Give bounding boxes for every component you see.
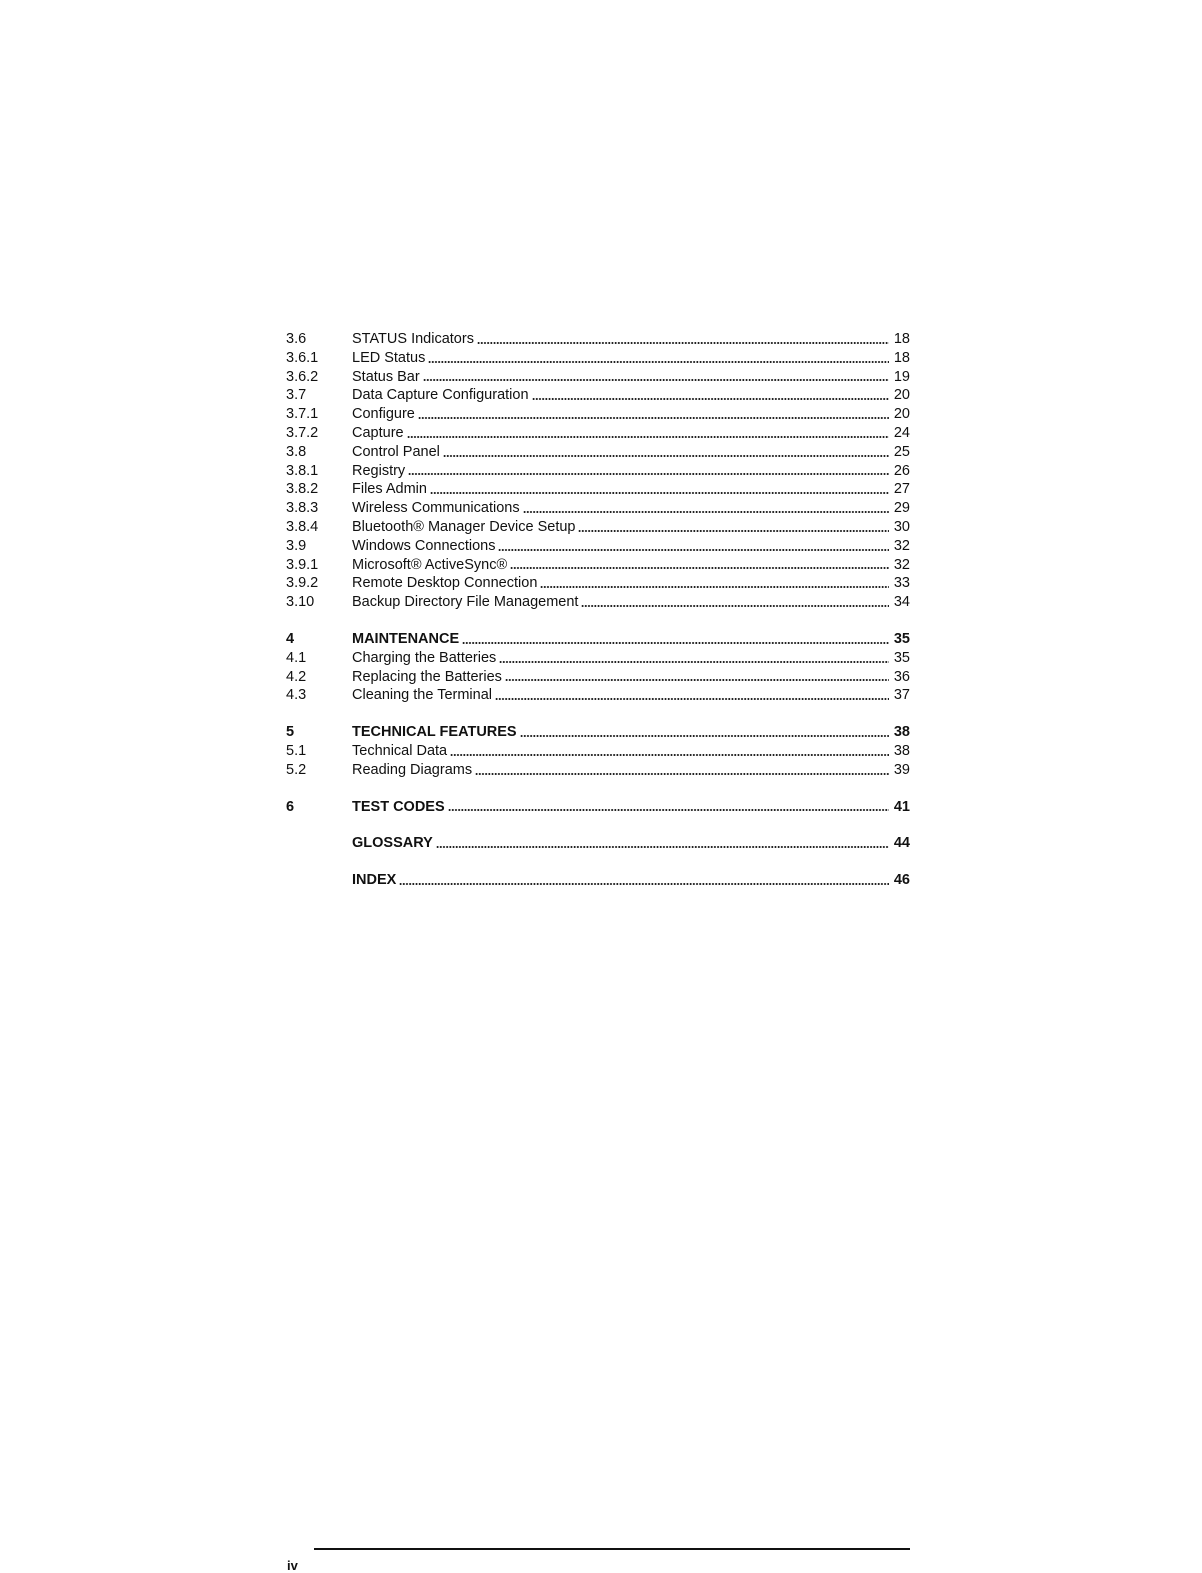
toc-section-number: 3.6 [286,331,307,347]
toc-entry[interactable] [286,480,910,499]
toc-page-number: 37 [893,687,910,704]
dot-leader [450,753,889,757]
footer-page-number: iv [287,1558,298,1573]
toc-entry[interactable] [286,871,910,890]
toc-entry[interactable] [286,761,910,780]
dot-leader [408,472,889,476]
dot-leader [428,360,889,364]
dot-leader [520,734,889,738]
toc-section-number: 3.7 [286,387,307,404]
toc-page-number: 41 [893,798,910,815]
toc-section-number: 3.8 [286,443,307,460]
toc-page-number: 27 [893,481,910,498]
toc-title: STATUS Indicators [352,331,474,347]
toc-title: LED Status [352,349,426,366]
toc-entry[interactable] [286,686,910,705]
dot-leader [436,845,889,849]
dot-leader [418,416,889,420]
toc-entry[interactable] [286,405,910,424]
toc-page-number: 44 [893,835,910,852]
dot-leader [423,378,889,382]
toc-section-number: 3.9 [286,537,307,554]
dot-leader [407,435,889,439]
dot-leader [475,772,889,776]
toc-title: Registry [352,462,406,479]
toc-page-number: 20 [893,387,910,404]
toc-section-number: 5.1 [286,742,307,759]
toc-entry[interactable] [286,443,910,462]
toc-page-number: 35 [893,649,910,666]
footer-rule [314,1548,910,1550]
toc-page-number: 25 [893,443,910,460]
toc-entry[interactable] [286,424,910,443]
dot-leader [399,882,889,886]
toc-entry[interactable] [286,742,910,761]
toc-title: Microsoft® ActiveSync® [352,556,508,573]
toc-title: Replacing the Batteries [352,668,502,685]
toc-page-number: 30 [893,518,910,535]
toc-page-number: 24 [893,424,910,441]
toc-entry[interactable] [286,630,910,649]
toc-section-number: 3.8.4 [286,518,319,535]
toc-entry[interactable] [286,518,910,537]
toc-title: GLOSSARY [352,835,433,852]
toc-entry[interactable] [286,386,910,405]
toc-section-number: 3.6.2 [286,368,319,385]
toc-section-number: 4 [286,630,295,647]
dot-leader [505,678,889,682]
toc-entry[interactable] [286,330,910,349]
toc-page-number: 18 [893,349,910,366]
toc-page-number: 35 [893,630,910,647]
toc-title: Capture [352,424,404,441]
dot-leader [430,491,889,495]
toc-page-number: 34 [893,594,910,611]
toc-entry[interactable] [286,668,910,687]
toc-title: Technical Data [352,742,448,759]
toc-section-number: 6 [286,798,295,815]
toc-page-number: 39 [893,761,910,778]
toc-section-number: 3.10 [286,594,315,611]
toc-title: Files Admin [352,481,427,498]
dot-leader [443,454,889,458]
toc-title: Reading Diagrams [352,761,473,778]
toc-entry[interactable] [286,499,910,518]
toc-section-number: 3.8.2 [286,481,319,498]
toc-section-number: 3.8.3 [286,500,319,517]
toc-entry[interactable] [286,368,910,387]
toc-page-number: 38 [893,724,910,741]
toc-page-number: 19 [893,368,910,385]
toc-title: INDEX [352,872,397,889]
toc-title: Cleaning the Terminal [352,687,492,704]
dot-leader [495,697,889,701]
toc-page-number: 32 [893,556,910,573]
dot-leader [523,510,889,514]
table-of-contents [286,330,910,890]
dot-leader [578,529,889,533]
toc-page-number: 32 [893,537,910,554]
dot-leader [499,660,889,664]
toc-page-number: 33 [893,575,910,592]
toc-entry[interactable] [286,537,910,556]
dot-leader [462,641,889,645]
toc-section-number: 4.1 [286,649,307,666]
toc-page-number: 38 [893,742,910,759]
dot-leader [510,566,889,570]
toc-section-number: 3.8.1 [286,462,319,479]
toc-entry[interactable] [286,593,910,612]
toc-section-number: 3.7.2 [286,424,319,441]
toc-section-number: 3.9.1 [286,556,319,573]
toc-title: Backup Directory File Management [352,594,579,611]
toc-section-number: 4.2 [286,668,307,685]
toc-page-number: 29 [893,500,910,517]
dot-leader [477,341,889,345]
toc-entry[interactable] [286,723,910,742]
dot-leader [532,397,889,401]
toc-title: Status Bar [352,368,420,385]
toc-entry[interactable] [286,834,910,853]
dot-leader [448,808,889,812]
dot-leader [498,548,889,552]
toc-entry[interactable] [286,556,910,575]
toc-entry[interactable] [286,349,910,368]
toc-title: Windows Connections [352,537,496,554]
toc-section-number: 3.7.1 [286,406,319,423]
toc-section-number: 4.3 [286,687,307,704]
toc-entry[interactable] [286,462,910,481]
toc-title: Wireless Communications [352,500,520,517]
dot-leader [581,604,889,608]
toc-title: MAINTENANCE [352,630,460,647]
toc-title: Configure [352,406,415,423]
toc-page-number: 20 [893,406,910,423]
toc-entry[interactable] [286,798,910,817]
toc-page-number: 36 [893,668,910,685]
toc-title: Data Capture Configuration [352,387,529,404]
toc-title: Charging the Batteries [352,649,497,666]
toc-title: Control Panel [352,443,440,460]
dot-leader [540,585,889,589]
toc-title: TECHNICAL FEATURES [352,724,517,741]
toc-entry[interactable] [286,574,910,593]
toc-page-number: 46 [893,872,910,889]
toc-title: Bluetooth® Manager Device Setup [352,518,576,535]
toc-page-number: 26 [893,462,910,479]
toc-title: Remote Desktop Connection [352,575,538,592]
toc-section-number: 5.2 [286,761,307,778]
toc-title: TEST CODES [352,798,445,815]
toc-section-number: 3.6.1 [286,349,319,366]
toc-section-number: 3.9.2 [286,575,319,592]
toc-entry[interactable] [286,649,910,668]
toc-page-number: 18 [893,331,910,347]
toc-section-number: 5 [286,724,295,741]
